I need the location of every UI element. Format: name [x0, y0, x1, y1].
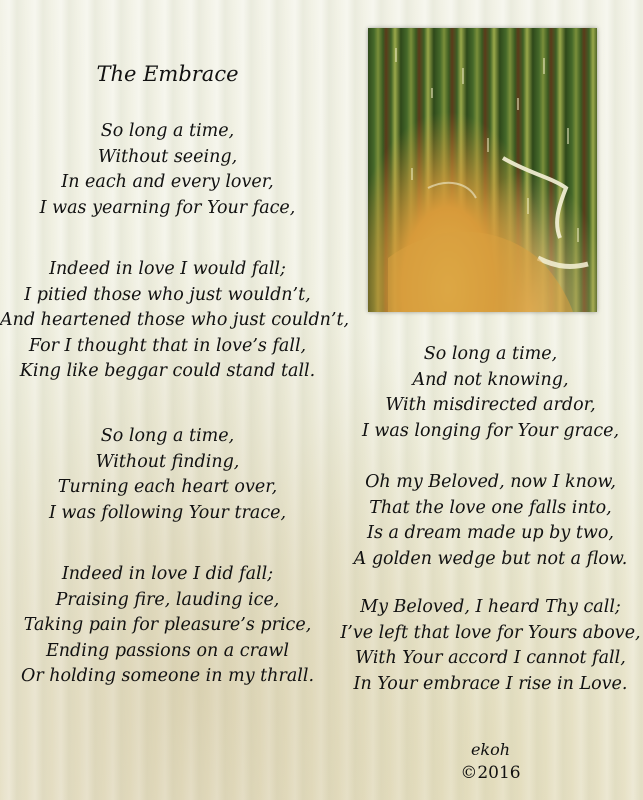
poem-line: Is a dream made up by two, [367, 523, 614, 543]
poem-line: Ending passions on a crawl [46, 640, 289, 661]
poem-line: I was longing for Your grace, [361, 420, 620, 441]
painting-image [368, 28, 597, 312]
poem-line: So long a time, [100, 426, 235, 446]
poem-line: I’ve left that love for Yours above, [340, 622, 641, 643]
poem-line: Oh my Beloved, now I know, [365, 472, 616, 492]
poem-line: King like beggar could stand tall. [19, 361, 316, 381]
poem-line: So long a time, [100, 121, 235, 141]
poem-line: So long a time, [423, 344, 558, 364]
poem-line: Indeed in love I would fall; [49, 259, 286, 279]
poem-line: I was yearning for Your face, [39, 197, 296, 218]
poem-line: For I thought that in love’s fall, [28, 335, 307, 356]
poem-line: Without finding, [95, 451, 240, 472]
poem-title: The Embrace [96, 62, 239, 86]
stanza-right-3 [338, 595, 643, 697]
stanza-right-2 [338, 470, 643, 572]
poem-line: Praising fire, lauding ice, [55, 589, 280, 610]
poem-line: Turning each heart over, [57, 477, 278, 497]
poem-line: With Your accord I cannot fall, [355, 648, 626, 668]
poem-line: In Your embrace I rise in Love. [353, 673, 628, 694]
poem-line: Or holding someone in my thrall. [20, 666, 315, 686]
copyright-notice: ©2016 [460, 763, 521, 783]
poem-line: Taking pain for pleasure’s price, [23, 615, 312, 635]
stanza-left-2 [0, 257, 350, 385]
stanza-left-4 [0, 562, 335, 690]
poem-line: Indeed in love I did fall; [61, 564, 274, 584]
poem-line: In each and every lover, [61, 172, 274, 192]
stanza-right-1 [338, 342, 643, 444]
poem-line: That the love one falls into, [369, 497, 612, 518]
poem-line: With misdirected ardor, [385, 395, 596, 415]
poem-line: And heartened those who just couldn’t, [0, 310, 350, 330]
poem-line: I pitied those who just wouldn’t, [24, 284, 311, 305]
stanza-left-3 [0, 424, 335, 526]
poem-line: Without seeing, [97, 146, 238, 167]
author-signature: ekoh [470, 740, 511, 759]
poem-line: And not knowing, [412, 369, 569, 390]
poem-line: A golden wedge but not a flow. [353, 548, 628, 569]
poem-line: My Beloved, I heard Thy call; [360, 597, 621, 617]
painting-strokes [368, 28, 597, 312]
stanza-left-1 [0, 119, 335, 221]
poem-line: I was following Your trace, [48, 502, 287, 523]
